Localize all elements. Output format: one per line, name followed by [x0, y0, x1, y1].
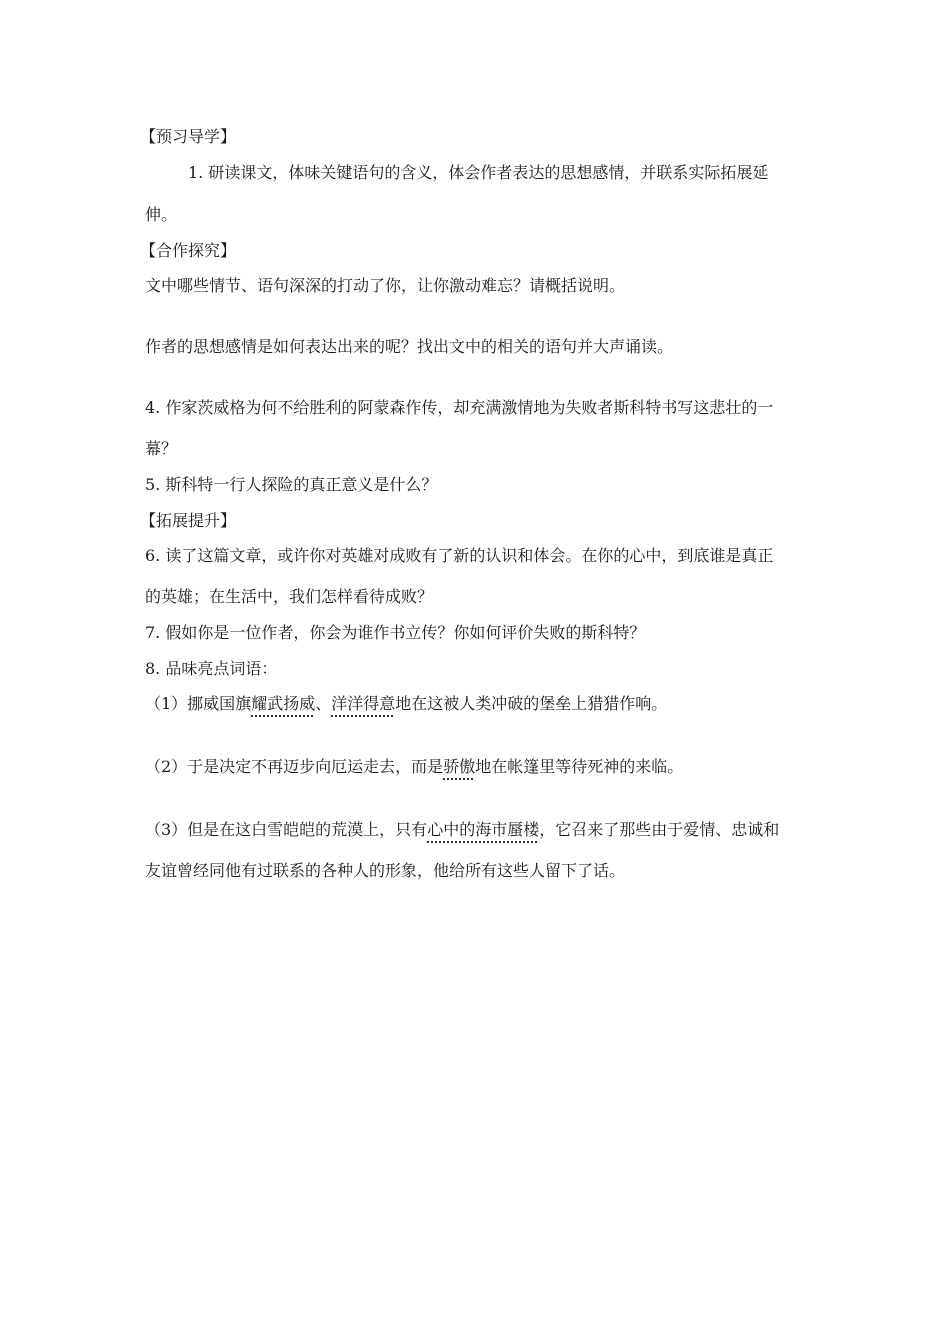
- question-4-line-2: 幕？: [145, 439, 178, 458]
- question-7: 7. 假如你是一位作者，你会为谁作书立传？你如何评价失败的斯科特？: [145, 623, 646, 642]
- sentence-3-text: ，它召来了那些由于爱情、忠诚和: [539, 820, 780, 839]
- item-1-line-2: 伸。: [145, 205, 178, 224]
- sentence-1: [145, 694, 810, 714]
- sentence-2-text: 地在帐篷里等待死神的来临。: [475, 757, 684, 776]
- extend-heading: 【拓展提升】: [140, 511, 237, 530]
- sentence-3-line-1: [145, 820, 810, 840]
- question-6-line-1: 6. 读了这篇文章，或许你对英雄对成败有了新的认识和体会。在你的心中，到底谁是真正: [145, 546, 774, 565]
- question-5: 5. 斯科特一行人探险的真正意义是什么？: [145, 475, 438, 494]
- sentence-1-keyword-1: 耀武扬威: [251, 694, 316, 713]
- sentence-3-line-2: 友谊曾经同他有过联系的各种人的形象，他给所有这些人留下了话。: [145, 861, 626, 880]
- sentence-1-text: 地在这被人类冲破的堡垒上猎猎作响。: [395, 694, 668, 713]
- question-2: 作者的思想感情是如何表达出来的呢？找出文中的相关的语句并大声诵读。: [145, 337, 674, 356]
- sentence-1-keyword-2: 洋洋得意: [331, 694, 396, 713]
- cooperate-heading: 【合作探究】: [140, 241, 237, 260]
- sentence-2: [145, 757, 810, 777]
- question-6-line-2: 的英雄；在生活中，我们怎样看待成败？: [145, 587, 434, 606]
- preview-heading: 【预习导学】: [140, 127, 237, 146]
- sentence-2-text: （2）于是决定不再迈步向厄运走去，而是: [145, 757, 444, 776]
- sentence-1-text: （1）挪威国旗: [145, 694, 252, 713]
- question-1: 文中哪些情节、语句深深的打动了你，让你激动难忘？请概括说明。: [145, 276, 626, 295]
- sentence-3-keyword: 心中的海市蜃楼: [427, 820, 540, 839]
- item-1-line-1: 1. 研读课文，体味关键语句的含义，体会作者表达的思想感情，并联系实际拓展延: [188, 163, 769, 182]
- sentence-1-text: 、: [315, 694, 332, 713]
- sentence-3-text: （3）但是在这白雪皑皑的荒漠上，只有: [145, 820, 428, 839]
- question-8: 8. 品味亮点词语：: [145, 659, 278, 678]
- sentence-2-keyword: 骄傲: [443, 757, 476, 776]
- question-4-line-1: 4. 作家茨威格为何不给胜利的阿蒙森作传，却充满激情地为失败者斯科特书写这悲壮的一: [145, 398, 774, 417]
